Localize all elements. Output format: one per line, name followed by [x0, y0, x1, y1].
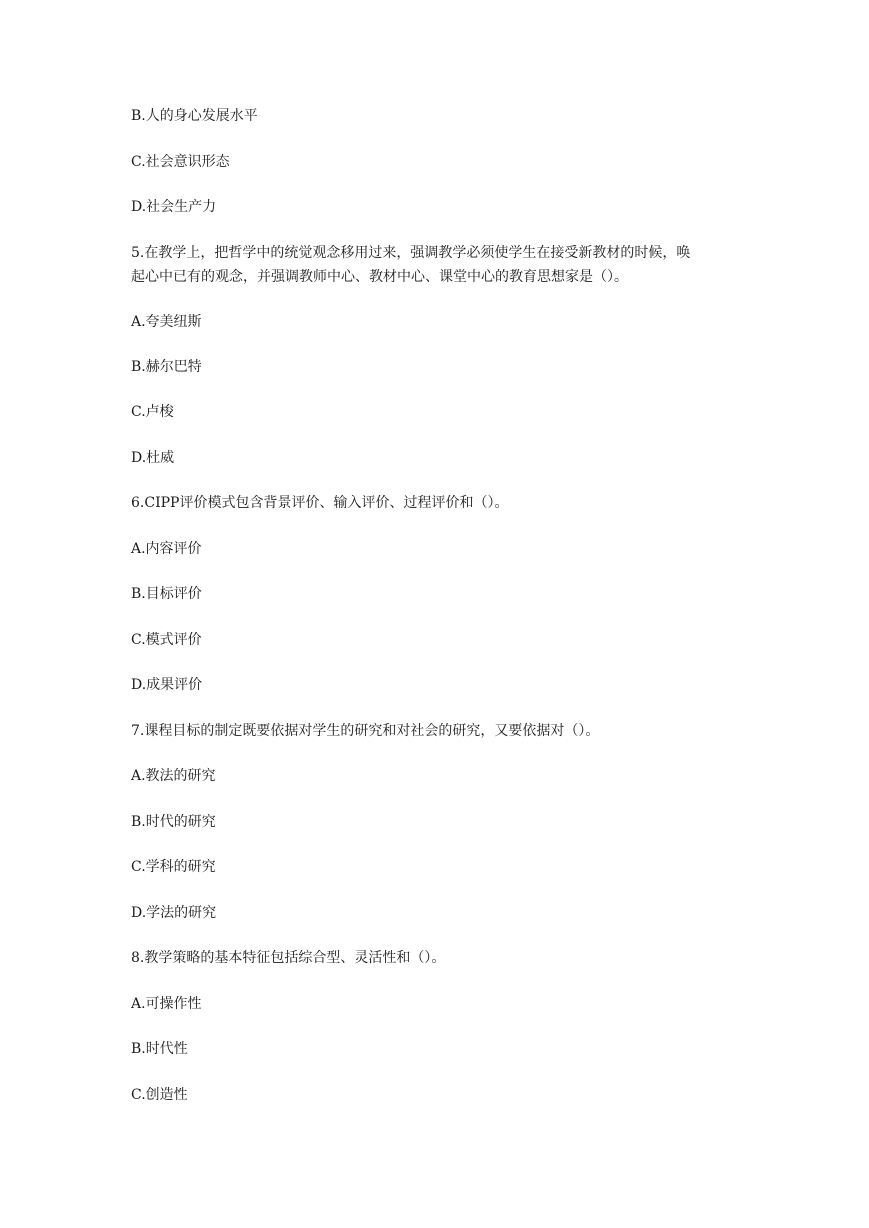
q5-option-a: A.夸美纽斯	[131, 314, 202, 330]
q8-stem: 8.教学策略的基本特征包括综合型、灵活性和（）。	[131, 950, 446, 966]
q8-option-c: C.创造性	[131, 1087, 188, 1103]
q4-option-c: C.社会意识形态	[131, 154, 230, 170]
q5-option-b: B.赫尔巴特	[131, 359, 202, 375]
q8-option-b: B.时代性	[131, 1041, 188, 1057]
q7-stem: 7.课程目标的制定既要依据对学生的研究和对社会的研究，又要依据对（）。	[131, 723, 600, 739]
q7-option-a: A.教法的研究	[131, 768, 216, 784]
q4-option-b: B.人的身心发展水平	[131, 108, 258, 124]
q6-option-c: C.模式评价	[131, 632, 202, 648]
q4-option-d: D.社会生产力	[131, 199, 217, 215]
q7-option-b: B.时代的研究	[131, 814, 216, 830]
q5-stem-line2: 起心中已有的观念，并强调教师中心、教材中心、课堂中心的教育思想家是（）。	[131, 269, 628, 285]
q6-stem: 6.CIPP评价模式包含背景评价、输入评价、过程评价和（）。	[131, 495, 509, 511]
q7-option-d: D.学法的研究	[131, 905, 217, 921]
q5-option-c: C.卢梭	[131, 404, 174, 420]
q7-option-c: C.学科的研究	[131, 859, 216, 875]
q6-option-d: D.成果评价	[131, 677, 203, 693]
q6-option-b: B.目标评价	[131, 586, 202, 602]
q6-option-a: A.内容评价	[131, 541, 202, 557]
q5-stem-line1: 5.在教学上，把哲学中的统觉观念移用过来，强调教学必须使学生在接受新教材的时候，唤	[131, 245, 691, 261]
q5-option-d: D.杜威	[131, 450, 175, 466]
q8-option-a: A.可操作性	[131, 996, 202, 1012]
